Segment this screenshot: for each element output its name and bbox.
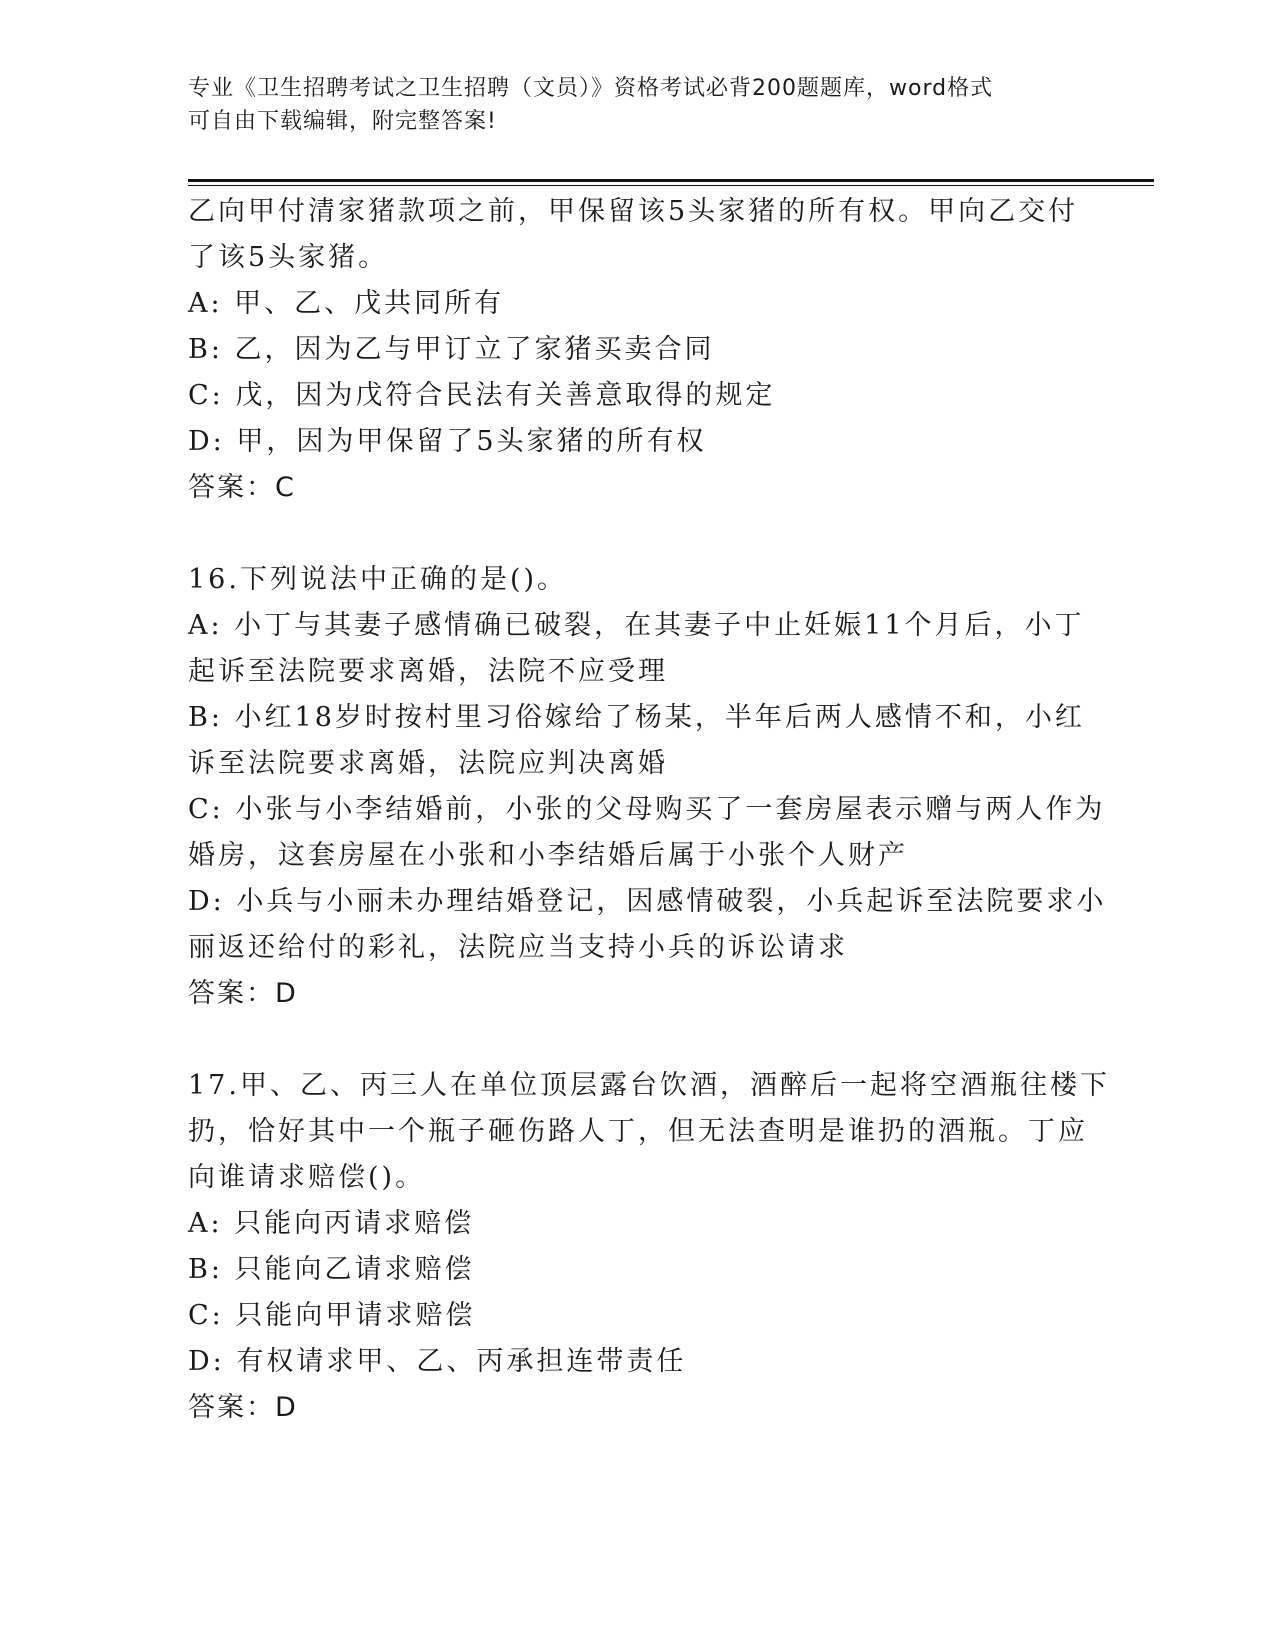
option-b: B: 小红18岁时按村里习俗嫁给了杨某，半年后两人感情不和，小红 (188, 702, 1085, 733)
option-d: D: 有权请求甲、乙、丙承担连带责任 (188, 1346, 687, 1377)
header-title-line-2: 可自由下载编辑，附完整答案! (188, 109, 497, 134)
header-divider-thick (188, 179, 1154, 182)
document-header (188, 72, 1088, 138)
option-d-continued: 丽返还给付的彩礼，法院应当支持小兵的诉讼请求 (188, 932, 848, 963)
question-spacer (188, 511, 1088, 557)
option-a: A: 甲、乙、戊共同所有 (188, 288, 505, 319)
option-a: A: 小丁与其妻子感情确已破裂，在其妻子中止妊娠11个月后，小丁 (188, 610, 1085, 641)
option-c: C: 小张与小李结婚前，小张的父母购买了一套房屋表示赠与两人作为 (188, 794, 1106, 825)
question-spacer (188, 1017, 1088, 1063)
question-17 (188, 1063, 1110, 1431)
question-16 (188, 557, 1107, 1017)
header-divider-thin (188, 185, 1154, 186)
option-a-continued: 起诉至法院要求离婚，法院不应受理 (188, 656, 668, 687)
question-stem-line: 乙向甲付清家猪款项之前，甲保留该5头家猪的所有权。甲向乙交付 (188, 196, 1079, 227)
question-15-continued (188, 189, 1088, 511)
option-b: B: 只能向乙请求赔偿 (188, 1254, 475, 1285)
question-stem-line: 扔，恰好其中一个瓶子砸伤路人丁，但无法查明是谁扔的酒瓶。丁应 (188, 1116, 1088, 1147)
option-b: B: 乙，因为乙与甲订立了家猪买卖合同 (188, 334, 715, 365)
answer-label: 答案：D (188, 1392, 298, 1423)
option-b-continued: 诉至法院要求离婚，法院应判决离婚 (188, 748, 668, 779)
question-stem-line: 16.下列说法中正确的是()。 (188, 564, 568, 595)
answer-label: 答案：C (188, 472, 296, 503)
option-d: D: 小兵与小丽未办理结婚登记，因感情破裂，小兵起诉至法院要求小 (188, 886, 1107, 917)
option-d: D: 甲，因为甲保留了5头家猪的所有权 (188, 426, 707, 457)
header-title-line-1: 专业《卫生招聘考试之卫生招聘（文员）》资格考试必背200题题库，word格式 (188, 76, 994, 101)
question-stem-line: 了该5头家猪。 (188, 242, 389, 273)
option-a: A: 只能向丙请求赔偿 (188, 1208, 475, 1239)
option-c: C: 戊，因为戊符合民法有关善意取得的规定 (188, 380, 776, 411)
question-stem-line: 向谁请求赔偿()。 (188, 1162, 426, 1193)
option-c: C: 只能向甲请求赔偿 (188, 1300, 476, 1331)
question-stem-line: 17.甲、乙、丙三人在单位顶层露台饮酒，酒醉后一起将空酒瓶往楼下 (188, 1070, 1110, 1101)
question-content (188, 189, 1110, 1431)
answer-label: 答案：D (188, 978, 298, 1009)
option-c-continued: 婚房，这套房屋在小张和小李结婚后属于小张个人财产 (188, 840, 908, 871)
